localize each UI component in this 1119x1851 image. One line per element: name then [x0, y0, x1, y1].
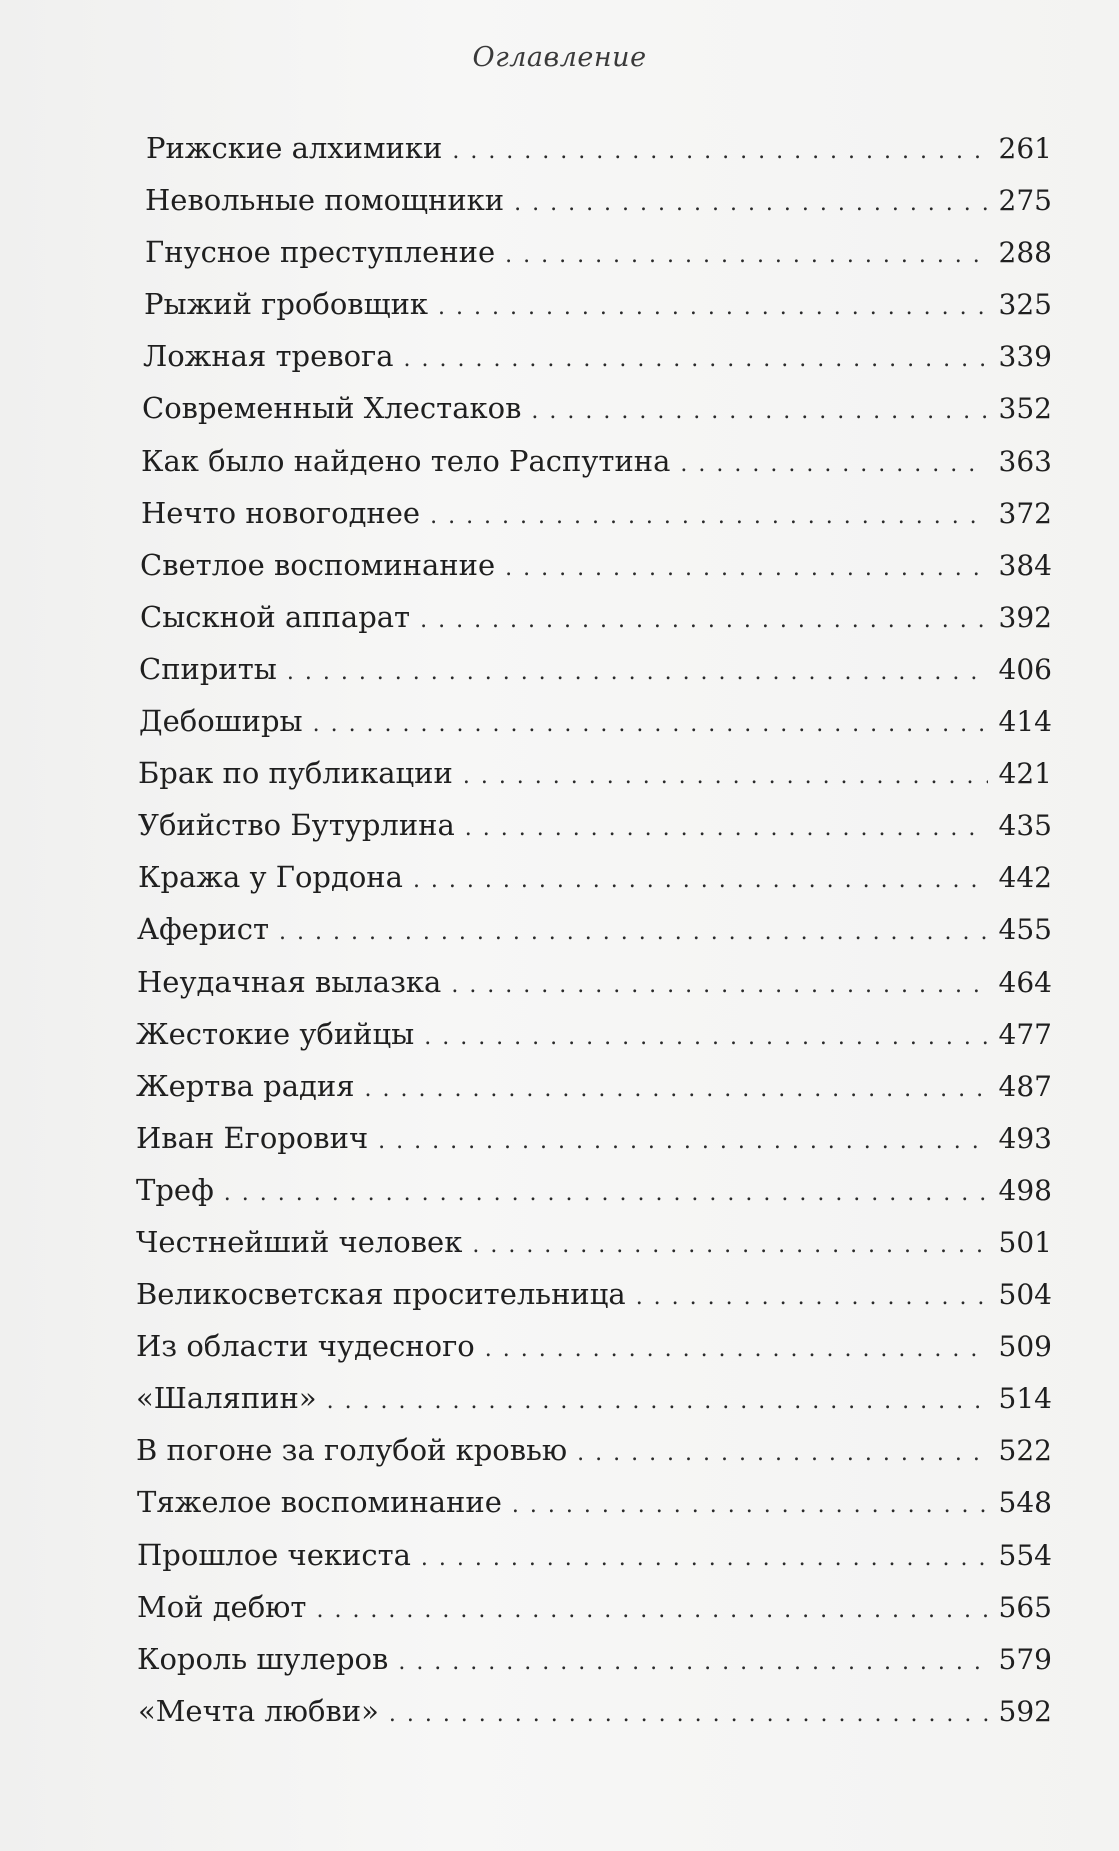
toc-entry — [0, 336, 1119, 388]
toc-entry — [0, 753, 1119, 805]
toc-entry-title: Нечто новогоднее — [141, 495, 421, 530]
toc-entry-page: 421 — [998, 757, 1052, 791]
toc-entry — [0, 1222, 1119, 1274]
toc-entry — [0, 1326, 1119, 1378]
toc-entry-title: Жертва радия — [136, 1068, 355, 1103]
toc-entry-title: «Шаляпин» — [136, 1381, 317, 1416]
toc-dot-leader — [577, 1434, 988, 1474]
toc-entry-title: Невольные помощники — [145, 183, 505, 218]
toc-dot-leader — [421, 1539, 988, 1579]
toc-entry-page: 392 — [998, 600, 1052, 634]
toc-entry-title: Кража у Гордона — [138, 860, 403, 895]
toc-entry-title: Убийство Бутурлина — [138, 808, 455, 843]
toc-entry — [0, 962, 1119, 1014]
toc-entry-title: Аферист — [137, 912, 270, 947]
toc-dot-leader — [514, 184, 988, 224]
toc-entry-title: Спириты — [139, 651, 277, 686]
toc-entry — [0, 180, 1119, 232]
toc-entry-page: 464 — [998, 965, 1052, 999]
toc-entry — [0, 1014, 1119, 1066]
toc-dot-leader — [452, 132, 988, 172]
toc-dot-leader — [505, 236, 988, 276]
toc-entry-title: Брак по публикации — [138, 756, 453, 791]
toc-dot-leader — [472, 1226, 988, 1266]
toc-entry — [0, 1118, 1119, 1170]
toc-dot-leader — [327, 1382, 988, 1422]
toc-entry-title: Честнейший человек — [136, 1224, 463, 1259]
toc-entry — [0, 1639, 1119, 1691]
toc-entry-page: 325 — [998, 288, 1052, 322]
toc-entry-title: Треф — [136, 1172, 214, 1207]
toc-entry-title: Из области чудесного — [136, 1329, 475, 1364]
toc-entry-title: Неудачная вылазка — [137, 964, 442, 999]
toc-entry-page: 592 — [998, 1694, 1052, 1728]
toc-entry-title: Рижские алхимики — [146, 131, 443, 165]
toc-entry-title: Ложная тревога — [143, 339, 394, 374]
toc-entry-page: 498 — [998, 1173, 1052, 1207]
toc-entry-title: В погоне за голубой кровью — [136, 1433, 568, 1468]
toc-dot-leader — [316, 1591, 988, 1631]
toc-entry — [0, 701, 1119, 753]
toc-entry-page: 384 — [998, 548, 1052, 582]
toc-entry-page: 442 — [998, 861, 1052, 895]
toc-entry-page: 514 — [998, 1382, 1052, 1416]
toc-dot-leader — [512, 1486, 988, 1526]
toc-entry-title: Современный Хлестаков — [142, 391, 522, 426]
toc-entry — [0, 909, 1119, 961]
toc-entry-page: 352 — [998, 392, 1052, 426]
toc-entry — [0, 857, 1119, 909]
toc-entry-title: Сыскной аппарат — [140, 599, 411, 634]
toc-entry-page: 275 — [998, 184, 1052, 218]
toc-entry-page: 565 — [998, 1590, 1052, 1624]
toc-entry-title: Король шулеров — [137, 1641, 389, 1676]
toc-entry-title: Великосветская просительница — [136, 1277, 626, 1312]
toc-dot-leader — [224, 1174, 988, 1214]
toc-entry — [0, 1066, 1119, 1118]
toc-entry-title: Как было найдено тело Распутина — [141, 443, 671, 478]
toc-dot-leader — [287, 653, 988, 693]
toc-entry-title: Гнусное преступление — [145, 235, 496, 270]
toc-dot-leader — [389, 1695, 988, 1735]
toc-entry-page: 406 — [998, 652, 1052, 686]
toc-entry-page: 339 — [998, 340, 1052, 374]
toc-entry — [0, 805, 1119, 857]
toc-dot-leader — [465, 809, 988, 849]
toc-entry-page: 435 — [998, 809, 1052, 843]
toc-dot-leader — [438, 288, 988, 328]
toc-dot-leader — [636, 1278, 988, 1318]
toc-entry-title: Рыжий гробовщик — [144, 287, 429, 322]
toc-entry — [0, 493, 1119, 545]
toc-entry-title: Светлое воспоминание — [140, 547, 496, 582]
toc-dot-leader — [451, 966, 988, 1006]
toc-entry — [0, 1482, 1119, 1534]
toc-dot-leader — [485, 1330, 988, 1370]
toc-dot-leader — [420, 601, 988, 641]
toc-entry-page: 509 — [998, 1330, 1052, 1364]
toc-entry-title: Мой дебют — [137, 1589, 307, 1624]
toc-entry-page: 261 — [998, 132, 1052, 165]
toc-entry-title: «Мечта любви» — [138, 1693, 379, 1728]
toc-entry — [0, 232, 1119, 284]
toc-entry — [0, 649, 1119, 701]
toc-entry — [0, 1587, 1119, 1639]
toc-entry-page: 548 — [998, 1486, 1052, 1520]
toc-entry-page: 288 — [998, 236, 1052, 270]
running-head: Оглавление — [472, 42, 647, 73]
toc-dot-leader — [531, 392, 988, 432]
toc-entry-title: Прошлое чекиста — [137, 1537, 411, 1572]
toc-entry-title: Дебоширы — [139, 704, 303, 739]
toc-entry — [0, 1170, 1119, 1222]
toc-entry — [0, 545, 1119, 597]
toc-entry-page: 477 — [998, 1017, 1052, 1051]
toc-dot-leader — [404, 340, 988, 380]
toc-entry — [0, 1378, 1119, 1430]
toc-entry — [0, 1430, 1119, 1482]
toc-entry-title: Жестокие убийцы — [136, 1016, 415, 1051]
toc-entry-page: 493 — [998, 1121, 1052, 1155]
toc-entry-page: 522 — [998, 1434, 1052, 1468]
toc-dot-leader — [365, 1070, 988, 1110]
toc-entry — [0, 1274, 1119, 1326]
table-of-contents — [0, 128, 1119, 1743]
toc-entry-page: 504 — [998, 1278, 1052, 1312]
toc-entry-page: 363 — [998, 444, 1052, 478]
toc-entry-page: 487 — [998, 1069, 1052, 1103]
toc-dot-leader — [430, 497, 988, 537]
toc-entry-title: Тяжелое воспоминание — [137, 1485, 502, 1520]
toc-dot-leader — [424, 1018, 988, 1058]
toc-dot-leader — [413, 861, 988, 901]
toc-dot-leader — [378, 1122, 988, 1162]
toc-dot-leader — [398, 1643, 988, 1683]
toc-dot-leader — [505, 549, 988, 589]
toc-entry — [0, 597, 1119, 649]
toc-entry — [0, 128, 1119, 180]
toc-entry — [0, 284, 1119, 336]
toc-entry — [0, 1535, 1119, 1587]
toc-entry-page: 372 — [998, 496, 1052, 530]
toc-dot-leader — [463, 757, 988, 797]
toc-entry — [0, 441, 1119, 493]
toc-entry-page: 501 — [998, 1225, 1052, 1259]
toc-entry — [0, 388, 1119, 440]
toc-entry — [0, 1691, 1119, 1743]
toc-entry-page: 414 — [998, 705, 1052, 739]
toc-dot-leader — [279, 913, 988, 953]
toc-entry-page: 579 — [998, 1642, 1052, 1676]
toc-dot-leader — [680, 445, 988, 485]
toc-entry-title: Иван Егорович — [136, 1120, 369, 1155]
toc-dot-leader — [313, 705, 988, 745]
toc-entry-page: 455 — [998, 913, 1052, 947]
toc-entry-page: 554 — [998, 1538, 1052, 1572]
